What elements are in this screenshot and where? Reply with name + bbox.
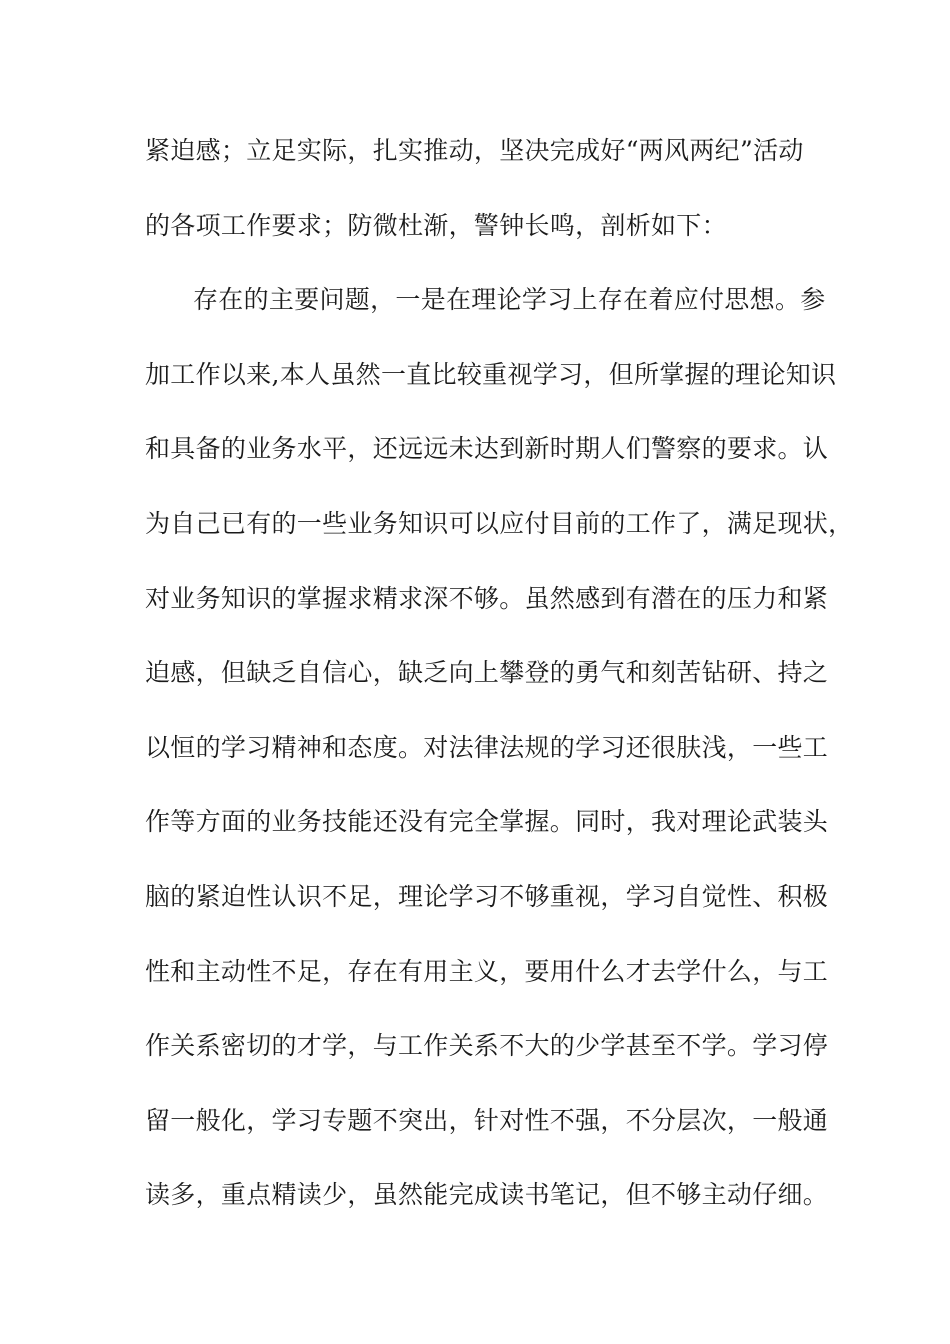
text-line: 以恒的学习精神和态度。对法律法规的学习还很肤浅，一些工 — [145, 732, 829, 762]
text-line: 为自己已有的一些业务知识可以应付目前的工作了，满足现状， — [145, 508, 854, 538]
text-line: 性和主动性不足，存在有用主义，要用什么才去学什么，与工 — [145, 956, 829, 986]
text-line: 的各项工作要求；防微杜渐，警钟长鸣，剖析如下： — [145, 210, 727, 240]
text-line: 紧迫感；立足实际，扎实推动，坚决完成好“两风两纪”活动 — [145, 136, 804, 165]
text-line: 读多，重点精读少，虽然能完成读书笔记，但不够主动仔细。 — [145, 1180, 829, 1210]
body-text — [145, 128, 854, 1247]
text-line: 脑的紧迫性认识不足，理论学习不够重视，学习自觉性、积极 — [145, 881, 829, 911]
text-line: 留一般化，学习专题不突出，针对性不强，不分层次，一般通 — [145, 1105, 829, 1135]
text-line: 作等方面的业务技能还没有完全掌握。同时，我对理论武装头 — [145, 807, 829, 837]
text-line: 加工作以来,本人虽然一直比较重视学习，但所掌握的理论知识 — [145, 359, 837, 389]
text-line: 迫感，但缺乏自信心，缺乏向上攀登的勇气和刻苦钻研、持之 — [145, 658, 829, 688]
text-line: 对业务知识的掌握求精求深不够。虽然感到有潜在的压力和紧 — [145, 583, 829, 613]
text-line: 和具备的业务水平，还远远未达到新时期人们警察的要求。认 — [145, 434, 829, 464]
paragraph-start-line: 存在的主要问题，一是在理论学习上存在着应付思想。参 — [193, 285, 826, 315]
text-line: 作关系密切的才学，与工作关系不大的少学甚至不学。学习停 — [145, 1031, 829, 1061]
